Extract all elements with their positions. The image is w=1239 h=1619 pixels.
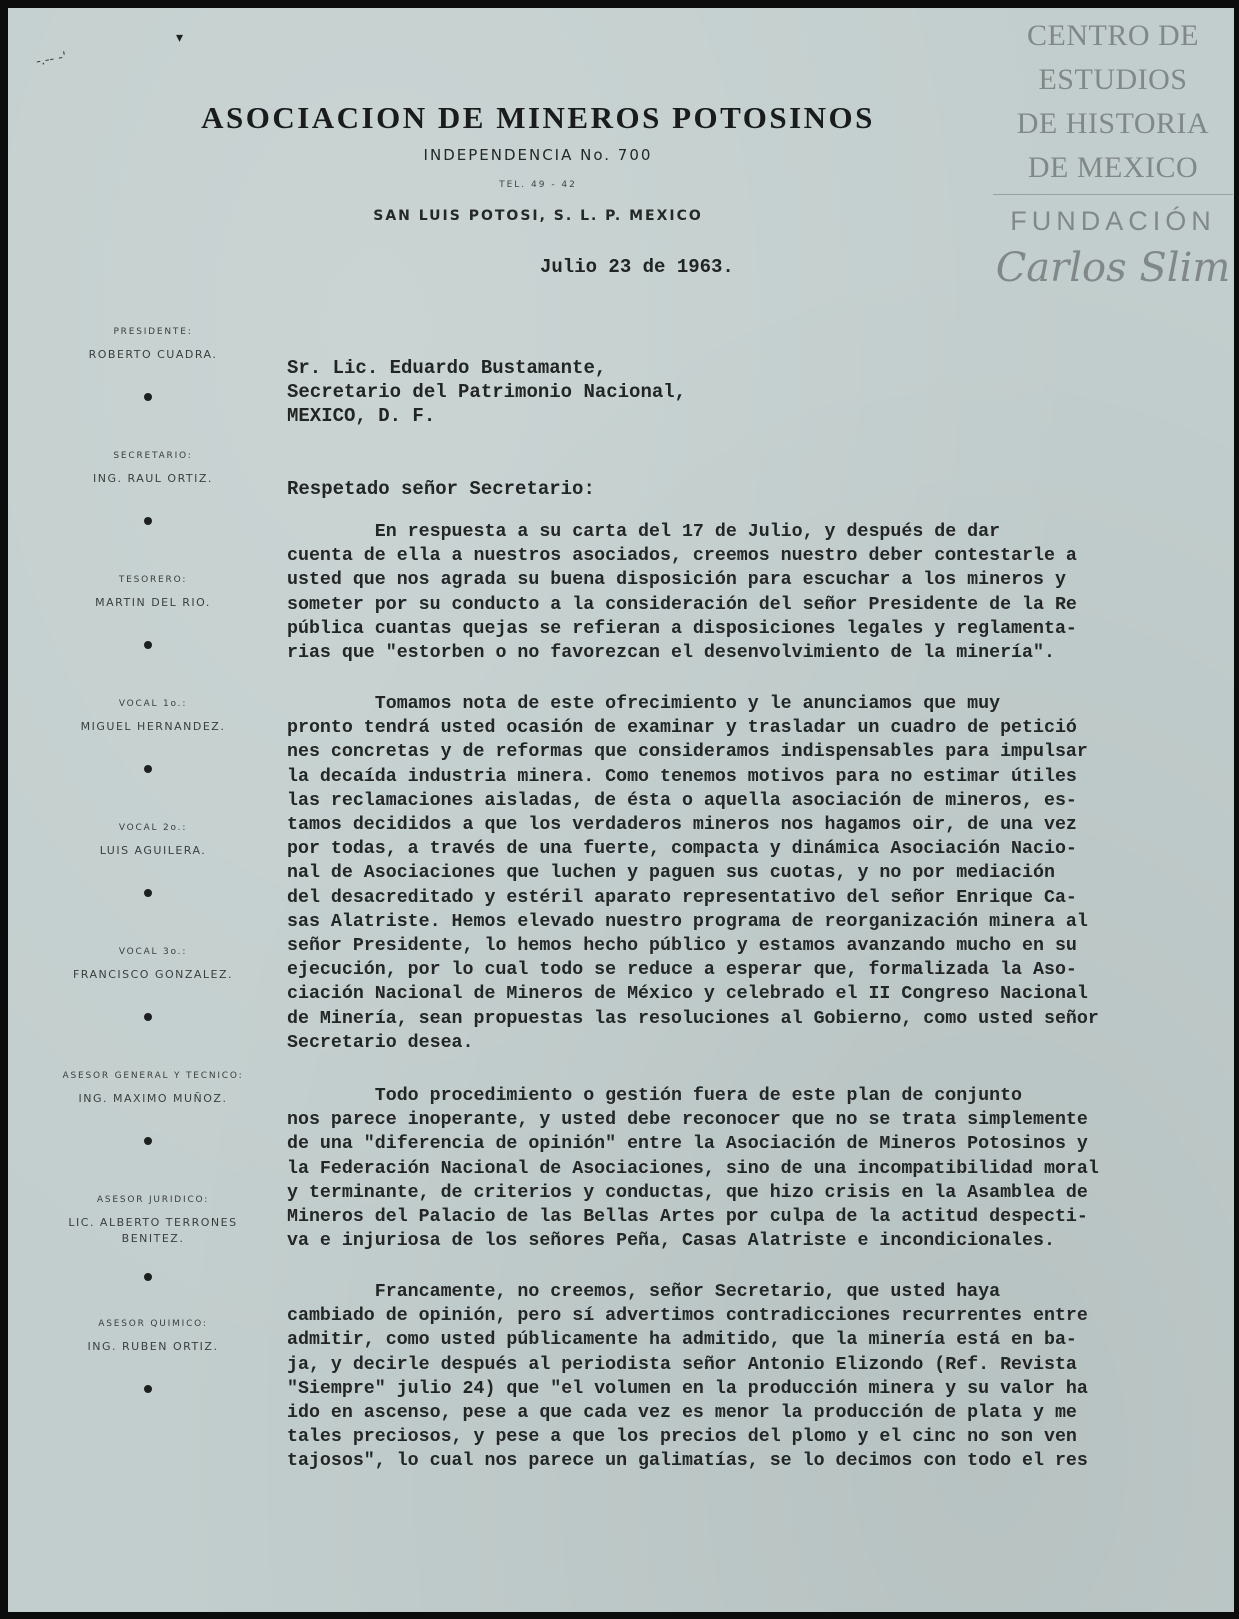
letter-date: Julio 23 de 1963. xyxy=(540,256,734,278)
member-name: LUIS AGUILERA. xyxy=(99,844,207,857)
member-role: VOCAL 3o.: xyxy=(118,947,188,957)
member-name: ING. RAUL ORTIZ. xyxy=(93,472,213,485)
watermark-line: ESTUDIOS xyxy=(1038,63,1188,96)
watermark-line: CENTRO DE xyxy=(1027,19,1199,52)
letterhead-title: ASOCIACION DE MINEROS POTOSINOS xyxy=(201,100,875,135)
member-role: SECRETARIO: xyxy=(113,451,193,461)
member-secretary xyxy=(48,450,258,574)
bullet-dot xyxy=(144,1013,152,1021)
pencil-mark: -.-- -' xyxy=(34,49,68,70)
member-role: PRESIDENTE: xyxy=(113,327,193,337)
body-paragraph: Francamente, no creemos, señor Secretario, que usted haya cambiado de opinión, pero sí advertimos contradicciones recurrentes entre admitir, como usted públicamente ha admitido, que la minería está en ba- ja, y decirle después al periodista señor Antonio Elizondo (Ref. Revista "Siempre" julio 24) que "el volumen en la producción minera y su valor ha ido en ascenso, pese a que cada vez es menor la producción de plata y me tales preciosos, y pese a que los precios del plomo y el cinc no son ven tajosos", lo cual nos parece un galimatías, se lo decimos con todo el res xyxy=(287,1282,1088,1472)
watermark-divider xyxy=(993,194,1233,195)
bullet-dot xyxy=(144,393,152,401)
member-name: ING. MAXIMO MUÑOZ. xyxy=(78,1092,228,1105)
member-role: TESORERO: xyxy=(118,575,188,585)
bullet-dot xyxy=(144,641,152,649)
bullet-dot xyxy=(144,517,152,525)
bullet-dot xyxy=(144,1273,152,1281)
bullet-dot xyxy=(144,765,152,773)
member-name: MARTIN DEL RIO. xyxy=(95,596,211,609)
letterhead-tel: TEL. 49 - 42 xyxy=(499,180,577,190)
member-name: FRANCISCO GONZALEZ. xyxy=(72,968,234,981)
member-role: ASESOR GENERAL Y TECNICO: xyxy=(62,1071,244,1081)
member-general-advisor xyxy=(48,1070,258,1194)
bullet-dot xyxy=(144,1137,152,1145)
member-vocal-1 xyxy=(48,698,258,822)
member-president xyxy=(48,326,258,450)
bullet-dot xyxy=(144,889,152,897)
watermark-signature: Carlos Slim xyxy=(995,245,1231,291)
corner-mark: ▾ xyxy=(176,30,184,46)
member-vocal-2 xyxy=(48,822,258,946)
salutation: Respetado señor Secretario: xyxy=(287,478,595,500)
member-name: LIC. ALBERTO TERRONES BENITEZ. xyxy=(68,1216,238,1245)
member-role: ASESOR JURIDICO: xyxy=(96,1195,210,1205)
member-role: ASESOR QUIMICO: xyxy=(98,1319,208,1329)
body-paragraph: Todo procedimiento o gestión fuera de este plan de conjunto nos parece inoperante, y usted debe reconocer que no se trata simplemente de una "diferencia de opinión" entre la Asociación de Mineros Potosinos y la Federación Nacional de Asociaciones, sino de una incompatibilidad moral y terminante, de criterios y conductas, que hizo crisis en la Asamblea de Mineros del Palacio de las Bellas Artes por culpa de la actitud despecti- va e injuriosa de los señores Peña, Casas Alatriste e incondicionales. xyxy=(287,1086,1099,1252)
body-paragraph: Tomamos nota de este ofrecimiento y le anunciamos que muy pronto tendrá usted ocasión de examinar y trasladar un cuadro de petició nes concretas y de reformas que consideramos indispensables para impulsar la decaída industria minera. Como tenemos motivos para no estimar útiles las reclamaciones aisladas, de ésta o aquella asociación de mineros, es- tamos decididos a que los verdaderos mineros nos hagamos oir, de una vez por todas, a través de una fuerte, compacta y dinámica Asociación Nacio- nal de Asociaciones que luchen y paguen sus cuotas, y no por mediación del desacreditado y estéril aparato representativo del señor Enrique Ca- sas Alatriste. Hemos elevado nuestro programa de reorganización minera al señor Presidente, lo hemos hecho público y estamos avanzando mucho en su ejecución, por lo cual todo se reduce a esperar que, formalizada la Aso- ciación Nacional de Mineros de México y celebrado el II Congreso Nacional de Minería, sean propuestas las resoluciones al Gobierno, como usted señor Secretario desea. xyxy=(287,694,1099,1053)
watermark-foundation: FUNDACIÓN xyxy=(1010,206,1216,236)
member-treasurer xyxy=(48,574,258,698)
board-members-sidebar xyxy=(48,326,258,1442)
member-role: VOCAL 1o.: xyxy=(118,699,188,709)
member-legal-advisor xyxy=(48,1194,258,1318)
body-paragraph: En respuesta a su carta del 17 de Julio, y después de dar cuenta de ella a nuestros asociados, creemos nuestro deber contestarle a usted que nos agrada su buena disposición para escuchar a los mineros y someter por su conducto a la consideración del señor Presidente de la Re pública cuantas quejas se refieran a disposiciones legales y reglamenta- rias que "estorben o no favorezcan el desenvolvimiento de la minería". xyxy=(287,522,1077,664)
watermark-line: DE HISTORIA xyxy=(1016,107,1210,140)
watermark-line: DE MEXICO xyxy=(1027,151,1199,184)
member-name: ING. RUBEN ORTIZ. xyxy=(87,1340,219,1353)
member-name: MIGUEL HERNANDEZ. xyxy=(80,720,226,733)
bullet-dot xyxy=(144,1385,152,1393)
member-name: ROBERTO CUADRA. xyxy=(88,348,218,361)
member-role: VOCAL 2o.: xyxy=(118,823,188,833)
member-vocal-3 xyxy=(48,946,258,1070)
letterhead-address: INDEPENDENCIA No. 700 xyxy=(423,146,653,164)
member-chemical-advisor xyxy=(48,1318,258,1442)
letterhead-city: SAN LUIS POTOSI, S. L. P. MEXICO xyxy=(373,208,703,224)
letter-page xyxy=(8,8,1234,1612)
recipient-address: Sr. Lic. Eduardo Bustamante, Secretario del Patrimonio Nacional, MEXICO, D. F. xyxy=(287,357,687,427)
archive-watermark xyxy=(988,14,1238,295)
